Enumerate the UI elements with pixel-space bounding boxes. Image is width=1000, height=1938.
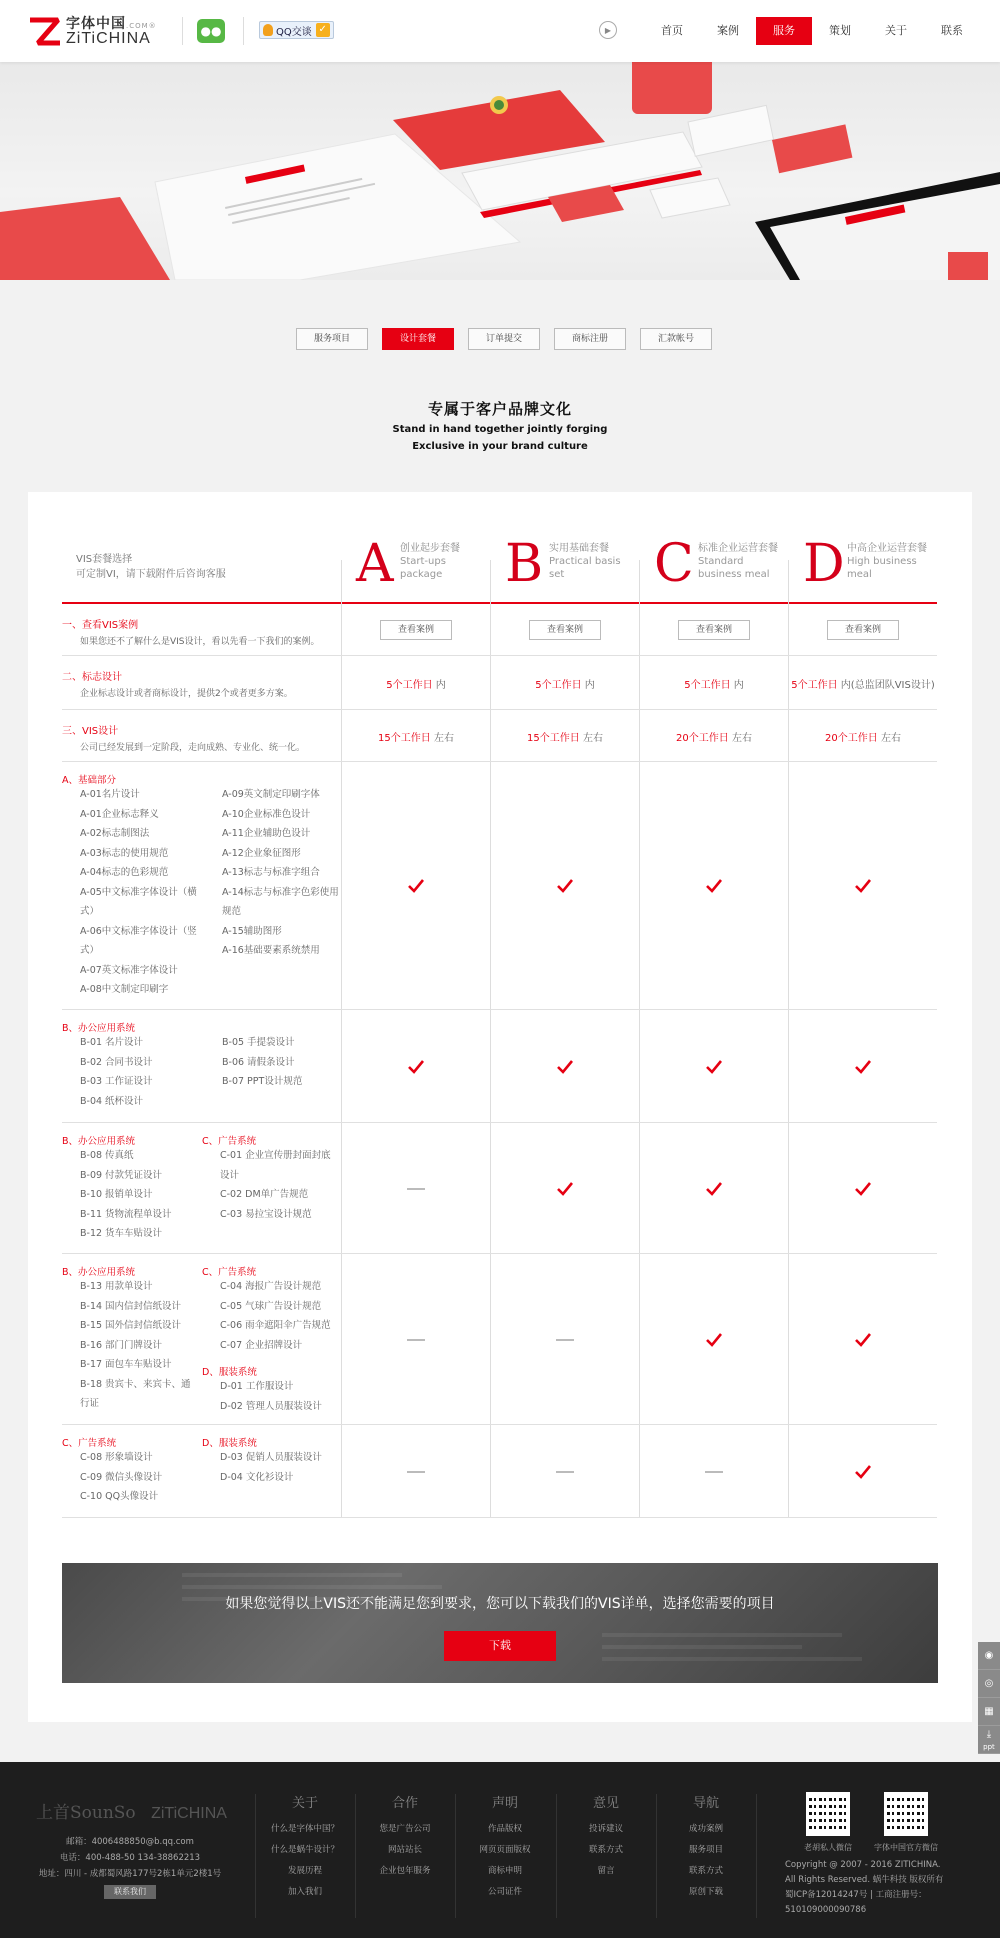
check-icon <box>407 1059 425 1075</box>
list-item: B-17 面包车车贴设计 <box>80 1359 172 1370</box>
side-ppt-label: ppt <box>983 1743 995 1751</box>
list-heading: B、办公应用系统 <box>62 1267 136 1278</box>
list-item: A-02标志制图法 <box>80 828 150 839</box>
copyright-line: All Rights Reserved. 蜗牛科技 版权所有 <box>785 1875 944 1885</box>
row-cell <box>491 710 639 762</box>
footer-link[interactable]: 联系方式 <box>588 1845 623 1855</box>
timeframe-note: 内(总监团队VIS设计) <box>837 679 935 691</box>
row-cell <box>789 710 937 762</box>
package-name-en: Practical basis set <box>549 556 621 580</box>
side-toolbar <box>978 1642 1000 1754</box>
list-item: C-04 海报广告设计规范 <box>220 1281 322 1292</box>
not-included-dash-icon <box>407 1339 425 1341</box>
service-tabs <box>296 328 726 350</box>
list-item: B-09 付款凭证设计 <box>80 1169 163 1181</box>
view-case-button[interactable]: 查看案例 <box>529 620 601 640</box>
list-item: B-05 手提袋设计 <box>222 1037 295 1048</box>
list-heading: B、办公应用系统 <box>62 1023 136 1034</box>
view-case-button[interactable]: 查看案例 <box>827 620 899 640</box>
footer-link[interactable]: 作品版权 <box>487 1824 522 1834</box>
slogan-cn: 专属于客户品牌文化 <box>427 400 572 418</box>
check-icon <box>705 878 723 894</box>
footer-brand-sounso: 上首SounSo <box>36 1803 136 1823</box>
list-item: A-03标志的使用规范 <box>80 847 169 859</box>
play-icon[interactable]: ▶ <box>599 21 617 39</box>
timeframe <box>791 676 935 691</box>
copyright-line: Copyright @ 2007 - 2016 ZITICHINA. <box>785 1860 941 1870</box>
list-item: C-09 微信头像设计 <box>80 1471 163 1483</box>
package-name <box>698 542 784 581</box>
header-divider <box>182 17 183 45</box>
list-heading: C、广告系统 <box>202 1136 257 1147</box>
check-icon <box>705 1332 723 1348</box>
footer-link[interactable]: 商标申明 <box>487 1866 522 1876</box>
download-icon[interactable]: ⤓ ppt <box>978 1726 1000 1754</box>
list-item: B-16 部门门牌设计 <box>80 1339 163 1351</box>
list-item: B-02 合同书设计 <box>80 1056 153 1068</box>
list-heading: A、基础部分 <box>62 775 116 786</box>
list-item: A-12企业象征图形 <box>222 847 301 859</box>
qr-label-official: 字体中国官方微信 <box>874 1843 938 1852</box>
footer-link[interactable]: 加入我们 <box>287 1887 322 1897</box>
footer-column-5 <box>656 1792 756 1903</box>
footer-email: 邮箱：4006488850@b.qq.com <box>66 1837 194 1847</box>
list-item: B-03 工作证设计 <box>80 1076 153 1087</box>
check-icon <box>556 1059 574 1075</box>
list-item: B-15 国外信封信纸设计 <box>80 1320 182 1331</box>
package-name-cn: 中高企业运营套餐 <box>847 543 927 554</box>
qq-icon <box>263 24 273 36</box>
row-cell <box>342 604 490 656</box>
check-icon <box>854 1181 872 1197</box>
footer-column-title: 声明 <box>491 1796 518 1811</box>
main-nav <box>644 17 980 45</box>
site-footer <box>0 1762 1000 1938</box>
timeframe <box>535 676 595 691</box>
footer-link[interactable]: 网站站长 <box>387 1845 422 1855</box>
nav-item[interactable]: 案例 <box>717 24 739 37</box>
logo-cn: 字体中国 <box>66 16 126 32</box>
list-item: 式） <box>80 906 100 917</box>
list-item: A-11企业辅助色设计 <box>222 828 311 839</box>
list-item: 规范 <box>222 906 242 917</box>
qrcode-personal-wechat <box>806 1792 850 1836</box>
timeframe <box>527 729 603 744</box>
list-item: B-04 纸杯设计 <box>80 1095 144 1107</box>
footer-column-3 <box>455 1792 555 1903</box>
row-cell <box>640 710 788 762</box>
timeframe-note: 内 <box>730 679 744 691</box>
timeframe <box>684 676 744 691</box>
list-item: B-10 报销单设计 <box>80 1189 153 1200</box>
nav-item[interactable]: 策划 <box>829 24 851 37</box>
footer-column-title: 意见 <box>592 1796 619 1811</box>
check-icon <box>854 878 872 894</box>
package-name-en: High business meal <box>847 556 917 580</box>
view-case-button[interactable]: 查看案例 <box>380 620 452 640</box>
package-inclusion-cell <box>789 762 937 1010</box>
package-letter: D <box>803 534 845 594</box>
package-letter: A <box>356 534 394 594</box>
banner-text: 如果您觉得以上VIS还不能满足您到要求，您可以下载我们的VIS详单，选择您需要的项目 <box>225 1596 775 1612</box>
list-heading: D、服装系统 <box>202 1367 257 1378</box>
package-letter: B <box>505 534 544 594</box>
list-item: C-05 气球广告设计规范 <box>220 1300 322 1312</box>
list-item: D-01 工作服设计 <box>220 1381 294 1392</box>
row-cell <box>640 604 788 656</box>
download-banner <box>62 1563 938 1683</box>
qq-chat-button[interactable] <box>259 21 334 39</box>
list-item: B-14 国内信封信纸设计 <box>80 1300 182 1312</box>
footer-link[interactable]: 什么是蜗牛设计？ <box>270 1845 339 1855</box>
view-case-button[interactable]: 查看案例 <box>678 620 750 640</box>
row-cell <box>491 604 639 656</box>
not-included-dash-icon <box>705 1471 723 1473</box>
row-description: 公司已经发展到一定阶段，走向成熟、专业化、统一化。 <box>80 743 306 753</box>
list-heading: D、服装系统 <box>202 1438 257 1449</box>
timeframe <box>378 729 454 744</box>
table-header-intro <box>76 552 226 582</box>
package-name-en: Start-ups package <box>400 556 446 580</box>
list-item: 设计 <box>220 1169 240 1181</box>
list-item: 行证 <box>80 1398 100 1409</box>
footer-divider <box>656 1794 657 1918</box>
qq-icon[interactable]: ◉ <box>978 1642 1000 1670</box>
package-inclusion-cell <box>789 1254 937 1425</box>
package-inclusion-cell <box>491 1010 639 1123</box>
package-name-cn: 创业起步套餐 <box>400 543 460 554</box>
list-heading: C、广告系统 <box>62 1438 117 1449</box>
row-description: 如果您还不了解什么是VIS设计，看以先看一下我们的案例。 <box>80 637 320 647</box>
list-item: B-08 传真纸 <box>80 1150 134 1161</box>
timeframe-note: 左右 <box>877 732 901 744</box>
check-icon <box>854 1332 872 1348</box>
footer-link[interactable]: 公司证件 <box>487 1887 522 1897</box>
timeframe-days: 20个工作日 <box>676 732 729 744</box>
package-inclusion-cell <box>491 1425 639 1518</box>
vis-package-panel <box>28 492 972 1722</box>
footer-column-title: 导航 <box>692 1796 719 1811</box>
row-cell <box>342 656 490 710</box>
timeframe-days: 15个工作日 <box>527 732 580 744</box>
list-item: A-10企业标准色设计 <box>222 808 311 820</box>
package-header-a <box>342 526 490 602</box>
contact-us-button[interactable]: 联系我们 <box>104 1885 156 1899</box>
row-cell <box>491 656 639 710</box>
logo-com: .COM® <box>126 22 157 30</box>
list-item: A-09英文制定印刷字体 <box>222 789 320 800</box>
list-item: B-12 货车车贴设计 <box>80 1228 163 1239</box>
copyright-line: 510109000090786 <box>785 1905 867 1915</box>
footer-brand-ziti: ZiTiCHINA <box>151 1805 227 1822</box>
banner-background <box>62 1563 938 1683</box>
list-item: C-07 企业招牌设计 <box>220 1339 303 1351</box>
footer-link[interactable]: 原创下载 <box>688 1887 723 1897</box>
row-cell <box>640 656 788 710</box>
footer-contact <box>38 1834 222 1900</box>
package-inclusion-cell <box>342 1010 490 1123</box>
package-letter: C <box>654 534 694 594</box>
timeframe-days: 5个工作日 <box>386 679 433 691</box>
footer-divider <box>455 1794 456 1918</box>
copyright-block <box>785 1858 985 1918</box>
row-title: 三、VIS设计 <box>62 726 119 737</box>
check-icon <box>854 1464 872 1480</box>
package-inclusion-cell <box>491 1123 639 1254</box>
list-item: A-06中文标准字体设计（竖 <box>80 925 197 937</box>
list-item: B-06 请假条设计 <box>222 1056 295 1068</box>
list-item: B-13 用款单设计 <box>80 1281 153 1292</box>
timeframe-days: 15个工作日 <box>378 732 431 744</box>
row-cell <box>789 656 937 710</box>
timeframe <box>676 729 752 744</box>
qrcode-icon[interactable]: ▦ <box>978 1698 1000 1726</box>
list-item: A-04标志的色彩规范 <box>80 867 169 878</box>
timeframe-note: 内 <box>432 679 446 691</box>
timeframe-days: 5个工作日 <box>684 679 731 691</box>
header-subtitle: 可定制VI，请下载附件后咨询客服 <box>76 569 226 580</box>
check-icon <box>407 878 425 894</box>
package-inclusion-cell <box>342 1123 490 1254</box>
logo-mark-icon <box>28 17 62 47</box>
list-item: A-05中文标准字体设计（横 <box>80 886 197 898</box>
slogan <box>0 398 1000 453</box>
footer-logos <box>36 1798 227 1823</box>
list-item: C-01 企业宣传册封面封底 <box>220 1150 331 1161</box>
package-inclusion-cell <box>491 1254 639 1425</box>
footer-link[interactable]: 成功案例 <box>688 1824 723 1834</box>
package-inclusion-cell <box>342 1254 490 1425</box>
not-included-dash-icon <box>556 1471 574 1473</box>
copyright-line: 蜀ICP备12014247号 | 工商注册号： <box>785 1890 927 1900</box>
nav-item[interactable]: 关于 <box>885 24 907 37</box>
tab-5[interactable]: 汇款帐号 <box>640 328 712 350</box>
list-item: B-07 PPT设计规范 <box>222 1076 303 1087</box>
list-item: B-01 名片设计 <box>80 1037 144 1048</box>
nav-item[interactable]: 联系 <box>941 24 963 37</box>
footer-column-title: 合作 <box>391 1796 418 1811</box>
list-item: A-07英文标准字体设计 <box>80 964 178 976</box>
package-name-en: Standard business meal <box>698 556 770 580</box>
check-icon <box>705 1059 723 1075</box>
list-heading: B、办公应用系统 <box>62 1136 136 1147</box>
footer-column-2 <box>355 1792 455 1882</box>
package-inclusion-cell <box>789 1010 937 1123</box>
tab-2[interactable]: 设计套餐 <box>382 328 454 350</box>
package-header-d <box>789 526 937 602</box>
package-inclusion-cell <box>342 762 490 1010</box>
row-title: 二、标志设计 <box>62 672 122 683</box>
timeframe-note: 左右 <box>579 732 603 744</box>
package-inclusion-cell <box>640 1123 788 1254</box>
tab-3[interactable]: 订单提交 <box>468 328 540 350</box>
list-item: B-18 贵宾卡、来宾卡、通 <box>80 1378 191 1390</box>
list-item: A-13标志与标准字组合 <box>222 867 320 878</box>
package-inclusion-cell <box>640 762 788 1010</box>
check-icon <box>556 1181 574 1197</box>
package-name-cn: 标准企业运营套餐 <box>698 543 778 554</box>
package-header-c <box>640 526 788 602</box>
list-item: C-02 DM单广告规范 <box>220 1189 309 1200</box>
qr-label-personal: 老胡私人微信 <box>804 1843 852 1852</box>
list-item: B-11 货物流程单设计 <box>80 1208 172 1220</box>
download-button[interactable]: 下载 <box>444 1631 556 1661</box>
slogan-en-line1: Stand in hand together jointly forging <box>392 424 608 435</box>
list-item: C-10 QQ头像设计 <box>80 1491 159 1502</box>
footer-link[interactable]: 企业包年服务 <box>379 1866 431 1876</box>
package-header-b <box>491 526 639 602</box>
check-icon <box>556 878 574 894</box>
site-logo[interactable] <box>28 16 157 48</box>
list-item: D-03 促销人员服装设计 <box>220 1452 322 1463</box>
package-inclusion-cell <box>640 1425 788 1518</box>
footer-divider <box>255 1794 256 1918</box>
footer-column-1 <box>255 1792 355 1903</box>
footer-phone: 电话：400-488-50 134-38862213 <box>59 1853 201 1863</box>
footer-link[interactable]: 联系方式 <box>688 1866 723 1876</box>
list-item: A-15辅助图形 <box>222 925 282 937</box>
timeframe-days: 5个工作日 <box>535 679 582 691</box>
list-item: A-08中文制定印刷字 <box>80 984 169 995</box>
not-included-dash-icon <box>407 1471 425 1473</box>
list-item: 式） <box>80 945 100 956</box>
footer-link[interactable]: 投诉建议 <box>588 1824 623 1834</box>
row-cell <box>789 604 937 656</box>
footer-divider <box>556 1794 557 1918</box>
check-icon: ✓ <box>316 23 330 37</box>
timeframe <box>825 729 901 744</box>
list-item: A-16基础要素系统禁用 <box>222 945 320 956</box>
list-item: C-03 易拉宝设计规范 <box>220 1208 312 1220</box>
site-header <box>0 0 1000 62</box>
list-item: D-04 文化衫设计 <box>220 1471 294 1483</box>
timeframe-note: 内 <box>581 679 595 691</box>
check-icon <box>705 1181 723 1197</box>
nav-item[interactable]: 服务 <box>756 17 812 45</box>
list-item: C-06 雨伞遮阳伞广告规范 <box>220 1320 331 1331</box>
qq-chat-label: QQ交谈 <box>276 26 312 38</box>
tab-1[interactable]: 服务项目 <box>296 328 368 350</box>
footer-divider <box>355 1794 356 1918</box>
package-name <box>847 542 933 581</box>
package-inclusion-cell <box>789 1123 937 1254</box>
package-inclusion-cell <box>640 1010 788 1123</box>
timeframe-days: 20个工作日 <box>825 732 878 744</box>
package-name-cn: 实用基础套餐 <box>549 543 609 554</box>
check-icon <box>854 1059 872 1075</box>
footer-divider <box>756 1794 757 1918</box>
list-item: A-01企业标志释义 <box>80 808 159 820</box>
slogan-en-line2: Exclusive in your brand culture <box>412 441 588 452</box>
timeframe <box>386 676 446 691</box>
package-inclusion-cell <box>342 1425 490 1518</box>
not-included-dash-icon <box>556 1339 574 1341</box>
footer-column-4 <box>556 1792 656 1882</box>
logo-en: ZiTiCHINA <box>66 30 151 47</box>
package-name <box>549 542 635 581</box>
header-title: VIS套餐选择 <box>76 554 133 565</box>
qrcode-official-wechat <box>884 1792 928 1836</box>
timeframe-note: 左右 <box>430 732 454 744</box>
package-inclusion-cell <box>491 762 639 1010</box>
wechat-icon[interactable]: ●● <box>197 19 225 43</box>
wechat-icon[interactable]: ◎ <box>978 1670 1000 1698</box>
footer-column-title: 关于 <box>291 1796 318 1811</box>
hero-banner <box>0 62 1000 280</box>
list-heading: C、广告系统 <box>202 1267 257 1278</box>
package-name <box>400 542 486 581</box>
package-inclusion-cell <box>789 1425 937 1518</box>
timeframe-note: 左右 <box>728 732 752 744</box>
row-description: 企业标志设计或者商标设计，提供2个或者更多方案。 <box>80 689 293 699</box>
list-item: A-14标志与标准字色彩使用 <box>222 886 339 898</box>
list-item: C-08 形象墙设计 <box>80 1452 153 1463</box>
footer-link[interactable]: 您是广告公司 <box>379 1824 431 1834</box>
row-cell <box>342 710 490 762</box>
footer-link[interactable]: 发展历程 <box>287 1866 322 1876</box>
row-title: 一、查看VIS案例 <box>62 620 139 631</box>
nav-item[interactable]: 首页 <box>661 24 683 37</box>
not-included-dash-icon <box>407 1188 425 1190</box>
footer-address: 地址：四川 - 成都蜀风路177号2栋1单元2楼1号 <box>38 1869 222 1879</box>
timeframe-days: 5个工作日 <box>791 679 838 691</box>
footer-link[interactable]: 网页页面版权 <box>479 1845 531 1855</box>
list-item: D-02 管理人员服装设计 <box>220 1400 322 1412</box>
footer-link[interactable]: 服务项目 <box>688 1845 723 1855</box>
package-inclusion-cell <box>640 1254 788 1425</box>
tab-4[interactable]: 商标注册 <box>554 328 626 350</box>
list-item: A-01名片设计 <box>80 789 140 800</box>
footer-link[interactable]: 留言 <box>597 1866 615 1876</box>
header-divider <box>243 17 244 45</box>
footer-link[interactable]: 什么是字体中国？ <box>270 1824 339 1834</box>
